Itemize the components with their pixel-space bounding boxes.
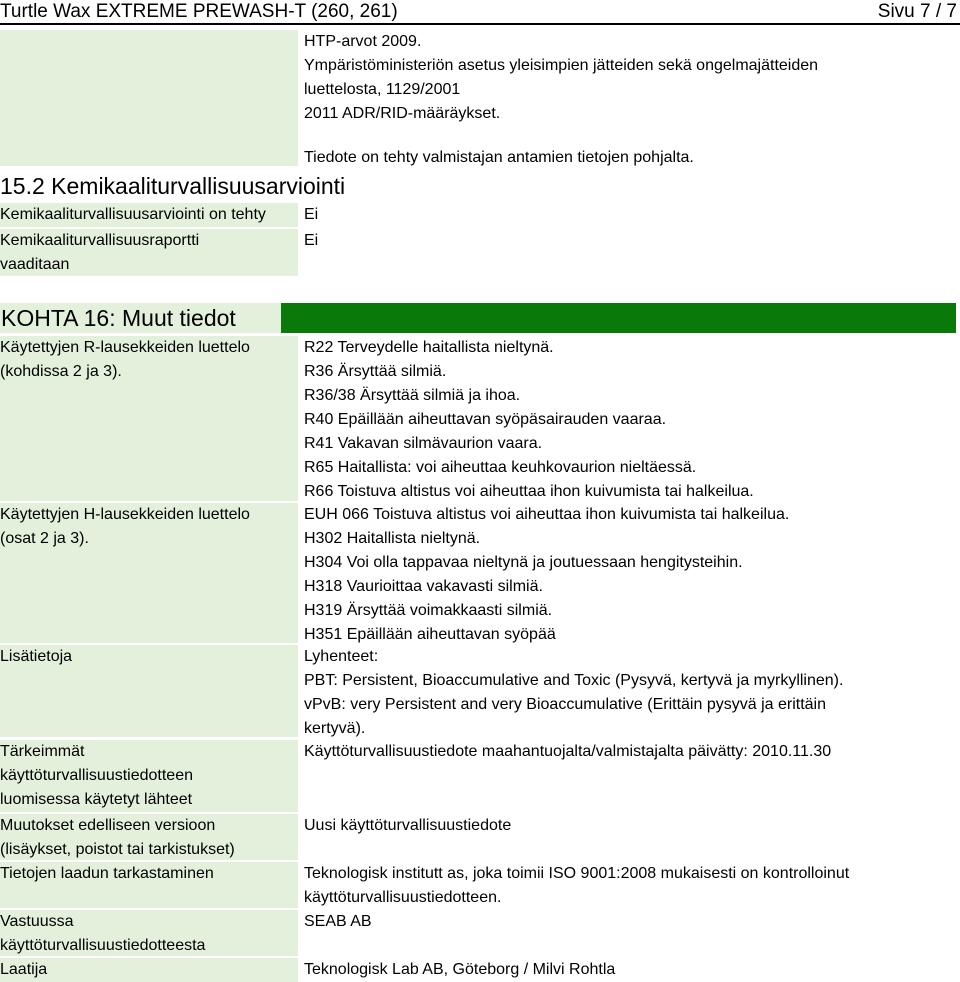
section-15-2-heading: 15.2 Kemikaaliturvallisuusarviointi [0, 173, 346, 199]
row-value-responsible [304, 910, 372, 934]
r-phrase: R40 Epäillään aiheuttavan syöpäsairauden vaaraa. [304, 411, 667, 428]
section15-note [304, 146, 694, 170]
r-phrase: R66 Toistuva altistus voi aiheuttaa ihon kuivumista tai halkeilua. [304, 483, 754, 500]
section-16-heading: KOHTA 16: Muut tiedot [0, 303, 281, 333]
row-label-csr-required [0, 229, 298, 276]
label-text: vaaditaan [0, 256, 70, 273]
section15-regulations [304, 30, 818, 126]
r-phrase: R22 Terveydelle haitallista nieltynä. [304, 339, 554, 356]
row-value-csr-required [304, 229, 318, 253]
row-value-additional-info [304, 645, 843, 741]
regulation-line: luettelosta, 1129/2001 [304, 81, 461, 98]
h-phrase: H351 Epäillään aiheuttavan syöpää [304, 626, 556, 643]
regulation-line: Ympäristöministeriön asetus yleisimpien jätteiden sekä ongelmajätteiden [304, 57, 819, 74]
label-text: (kohdissa 2 ja 3). [0, 363, 122, 380]
info-line: kertyvä). [304, 720, 366, 737]
label-text: Tärkeimmät [0, 743, 85, 760]
page-number: Sivu 7 / 7 [877, 1, 957, 22]
r-phrase: R36/38 Ärsyttää silmiä ja ihoa. [304, 387, 521, 404]
note-text: Tiedote on tehty valmistajan antamien tietojen pohjalta. [304, 149, 694, 166]
label-text: käyttöturvallisuustiedotteesta [0, 937, 206, 954]
label-text: Kemikaaliturvallisuusarviointi on tehty [0, 206, 266, 223]
label-text: Käytettyjen R-lausekkeiden luettelo [0, 339, 250, 356]
h-phrase: H302 Haitallista nieltynä. [304, 530, 481, 547]
info-line: Lyhenteet: [304, 648, 379, 665]
value-text: Teknologisk Lab AB, Göteborg / Milvi Rohtla [304, 961, 616, 978]
section15-empty-label-cell [0, 30, 298, 166]
value-text: Ei [304, 232, 319, 249]
label-text: Tietojen laadun tarkastaminen [0, 865, 214, 882]
row-value-r-phrases [304, 336, 754, 504]
row-label-responsible [0, 910, 298, 956]
row-value-sources [304, 740, 831, 764]
value-text: Ei [304, 206, 319, 223]
row-label-csa-done [0, 203, 298, 227]
row-label-r-phrases [0, 336, 298, 501]
row-label-additional-info [0, 645, 298, 737]
r-phrase: R41 Vakavan silmävaurion vaara. [304, 435, 543, 452]
row-value-author [304, 958, 615, 982]
header-divider [0, 23, 960, 25]
value-text: käyttöturvallisuustiedotteen. [304, 889, 502, 906]
info-line: PBT: Persistent, Bioaccumulative and Toxic (Pysyvä, kertyvä ja myrkyllinen). [304, 672, 844, 689]
value-text: Käyttöturvallisuustiedote maahantuojalta/valmistajalta päivätty: 2010.11.30 [304, 743, 832, 760]
value-text: Teknologisk institutt as, joka toimii ISO 9001:2008 mukaisesti on kontrolloinut [304, 865, 850, 882]
row-value-h-phrases [304, 503, 789, 647]
label-text: (lisäykset, poistot tai tarkistukset) [0, 841, 235, 858]
row-label-changes [0, 814, 298, 860]
label-text: Käytettyjen H-lausekkeiden luettelo [0, 506, 250, 523]
document-title: Turtle Wax EXTREME PREWASH-T (260, 261) [0, 1, 398, 22]
row-value-changes [304, 814, 511, 838]
h-phrase: EUH 066 Toistuva altistus voi aiheuttaa ihon kuivumista tai halkeilua. [304, 506, 790, 523]
row-label-quality-check [0, 862, 298, 908]
r-phrase: R36 Ärsyttää silmiä. [304, 363, 447, 380]
label-text: Laatija [0, 961, 48, 978]
label-text: luomisessa käytetyt lähteet [0, 791, 193, 808]
label-text: käyttöturvallisuustiedotteen [0, 767, 193, 784]
row-label-sources [0, 740, 298, 812]
value-text: SEAB AB [304, 913, 372, 930]
label-text: Muutokset edelliseen versioon [0, 817, 216, 834]
row-label-author [0, 958, 298, 982]
label-text: Kemikaaliturvallisuusraportti [0, 232, 200, 249]
row-label-h-phrases [0, 503, 298, 643]
row-value-quality-check [304, 862, 849, 910]
r-phrase: R65 Haitallista: voi aiheuttaa keuhkovaurion nieltäessä. [304, 459, 697, 476]
regulation-line: HTP-arvot 2009. [304, 33, 422, 50]
label-text: (osat 2 ja 3). [0, 530, 89, 547]
h-phrase: H304 Voi olla tappavaa nieltynä ja joutuessaan hengitysteihin. [304, 554, 743, 571]
value-text: Uusi käyttöturvallisuustiedote [304, 817, 512, 834]
info-line: vPvB: very Persistent and very Bioaccumulative (Erittäin pysyvä ja erittäin [304, 696, 826, 713]
row-value-csa-done [304, 203, 318, 227]
label-text: Vastuussa [0, 913, 74, 930]
regulation-line: 2011 ADR/RID-määräykset. [304, 105, 501, 122]
h-phrase: H318 Vaurioittaa vakavasti silmiä. [304, 578, 543, 595]
h-phrase: H319 Ärsyttää voimakkaasti silmiä. [304, 602, 553, 619]
label-text: Lisätietoja [0, 648, 73, 665]
